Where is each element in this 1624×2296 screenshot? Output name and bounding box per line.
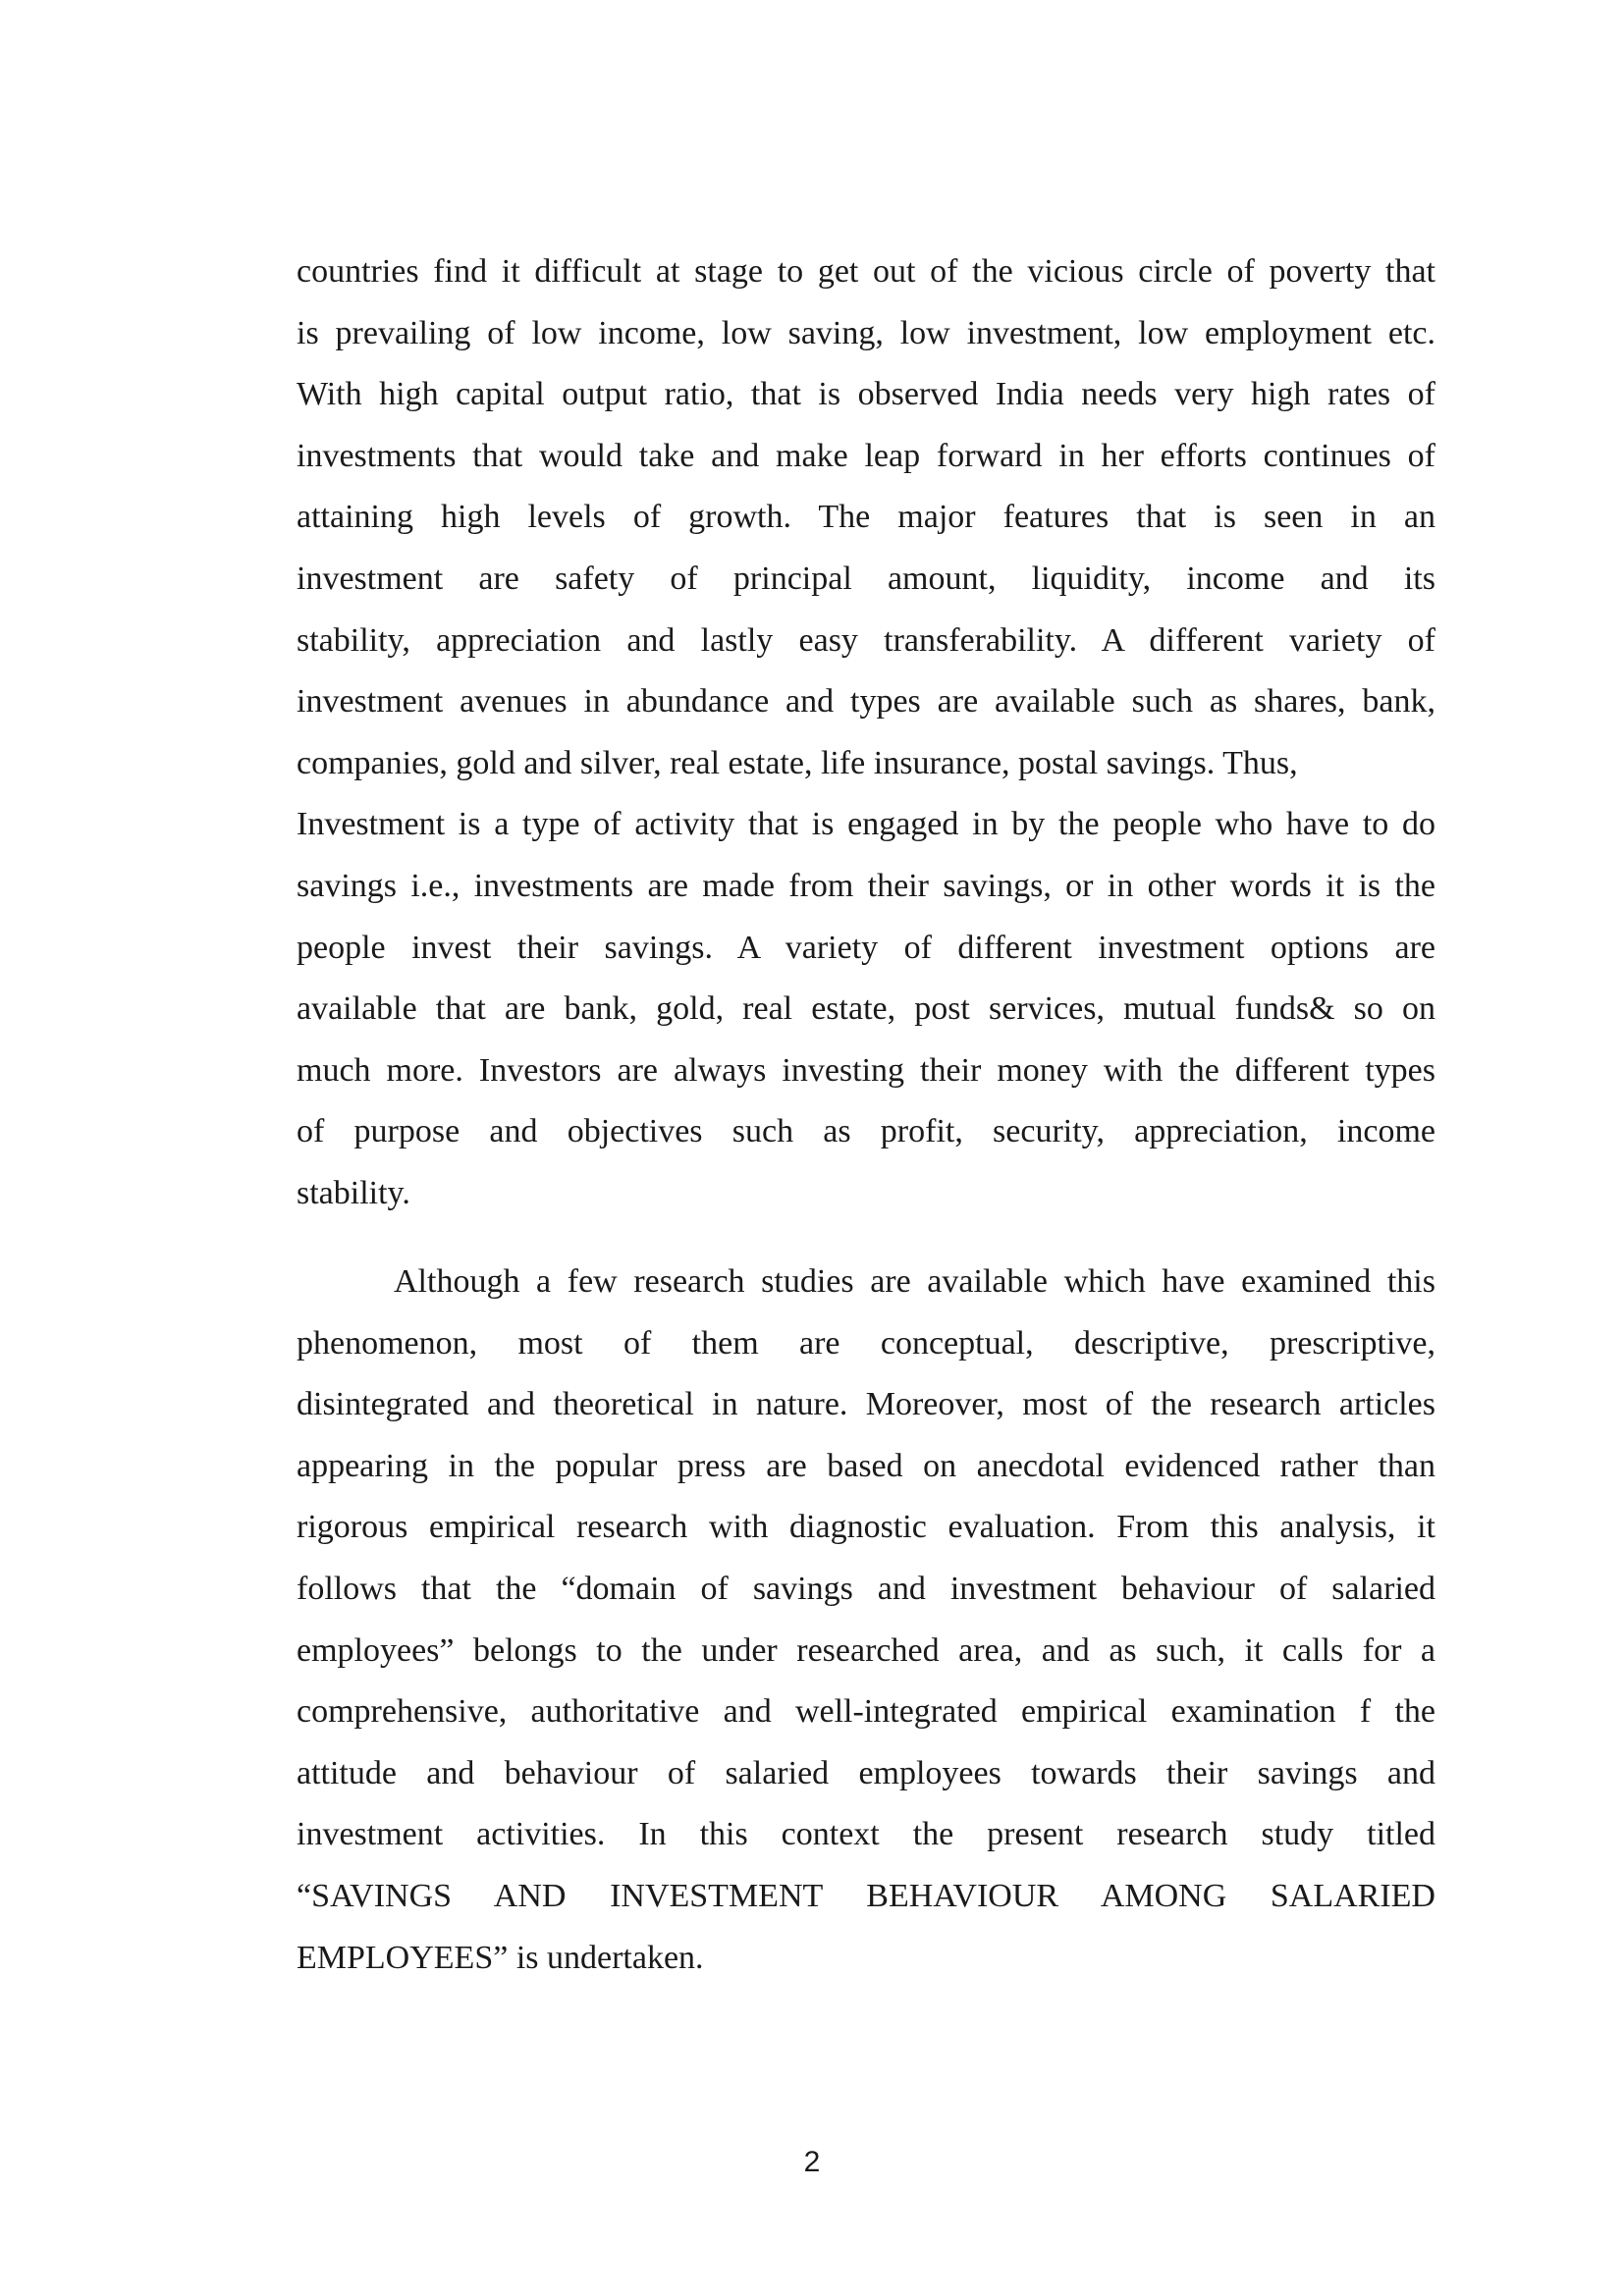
text-line: follows that the “domain of savings and investment behaviour of salaried bbox=[297, 1570, 1435, 1607]
text-line: countries find it difficult at stage to get out of the vicious circle of poverty that bbox=[297, 253, 1435, 290]
text-line: is prevailing of low income, low saving, low investment, low employment etc. bbox=[297, 314, 1435, 351]
text-line: comprehensive, authoritative and well-integrated empirical examination f the bbox=[297, 1693, 1435, 1731]
text-line: investment avenues in abundance and types are available such as shares, bank, bbox=[297, 683, 1435, 721]
text-line: disintegrated and theoretical in nature. Moreover, most of the research articles bbox=[297, 1386, 1435, 1423]
text-line: EMPLOYEES” is undertaken. bbox=[297, 1939, 704, 1976]
text-line: companies, gold and silver, real estate, life insurance, postal savings. Thus, bbox=[297, 744, 1298, 781]
text-line: phenomenon, most of them are conceptual, descriptive, prescriptive, bbox=[297, 1324, 1435, 1362]
text-line: appearing in the popular press are based on anecdotal evidenced rather than bbox=[297, 1447, 1435, 1484]
text-line: investment are safety of principal amount, liquidity, income and its bbox=[297, 560, 1435, 597]
text-line: of purpose and objectives such as profit, security, appreciation, income bbox=[297, 1113, 1435, 1150]
text-line: savings i.e., investments are made from their savings, or in other words it is the bbox=[297, 867, 1435, 904]
text-line: stability, appreciation and lastly easy transferability. A different variety of bbox=[297, 621, 1435, 659]
text-line: Investment is a type of activity that is engaged in by the people who have to do bbox=[297, 806, 1435, 843]
text-line: investments that would take and make leap forward in her efforts continues of bbox=[297, 437, 1435, 474]
text-line: attaining high levels of growth. The major features that is seen in an bbox=[297, 499, 1435, 536]
text-line: stability. bbox=[297, 1174, 410, 1211]
page-number: 2 bbox=[803, 2146, 821, 2178]
text-line: people invest their savings. A variety of different investment options are bbox=[297, 929, 1435, 966]
text-line: “SAVINGS AND INVESTMENT BEHAVIOUR AMONG SALARIED bbox=[297, 1877, 1435, 1914]
text-line: much more. Investors are always investing their money with the different types bbox=[297, 1051, 1435, 1089]
text-line: rigorous empirical research with diagnostic evaluation. From this analysis, it bbox=[297, 1509, 1435, 1546]
text-line: Although a few research studies are available which have examined this bbox=[394, 1263, 1435, 1300]
paragraph-research-context bbox=[297, 1252, 1435, 1989]
text-line: employees” belongs to the under researched area, and as such, it calls for a bbox=[297, 1631, 1435, 1669]
text-line: investment activities. In this context the present research study titled bbox=[297, 1816, 1435, 1853]
text-line: available that are bank, gold, real estate, post services, mutual funds& so on bbox=[297, 990, 1435, 1028]
paragraph-investment-overview bbox=[297, 241, 1435, 1225]
text-line: With high capital output ratio, that is observed India needs very high rates of bbox=[297, 376, 1435, 413]
text-line: attitude and behaviour of salaried employees towards their savings and bbox=[297, 1754, 1435, 1791]
